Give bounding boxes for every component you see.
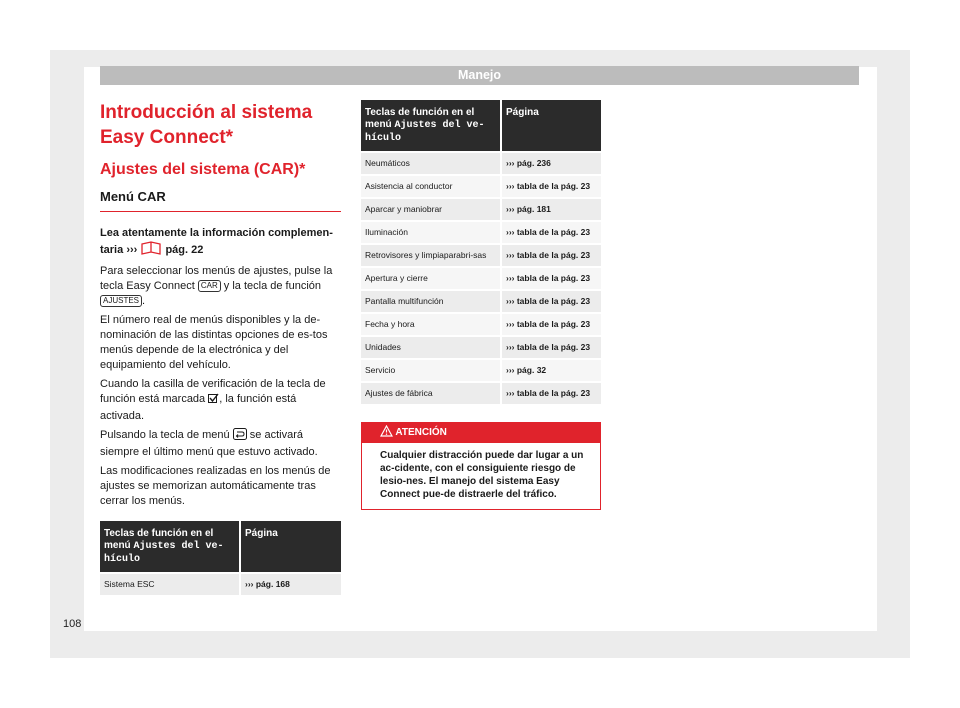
table-header-page: Página — [502, 100, 601, 151]
table-header-row — [100, 521, 341, 572]
menu-key-icon — [233, 428, 247, 445]
paragraph-4: Pulsando la tecla de menú se activará siempre el último menú que estuvo activado. — [100, 429, 318, 458]
paragraph-2: El número real de menús disponibles y la de-nominación de las distintas opciones de es-tos menús depende de la electrónica y del equipamiento del vehículo. — [100, 314, 328, 371]
section-title: Ajustes del sistema (CAR)* — [100, 161, 306, 178]
cross-ref-arrow: ››› — [126, 244, 138, 256]
table-row: Fecha y hora ››› tabla de la pág. 23 — [361, 314, 601, 335]
warning-text: Cualquier distracción puede dar lugar a un ac-cidente, con el consiguiente riesgo de lesio-nes. El manejo del sistema Easy Connect pue-de distraerle del tráfico. — [380, 450, 584, 500]
settings-table-right — [361, 98, 601, 406]
ajustes-key: AJUSTES — [100, 295, 142, 307]
table-header-row — [361, 100, 601, 151]
lead-paragraph: Lea atentamente la información complemen- taria ››› pág. 22 — [100, 226, 341, 260]
table-row: Pantalla multifunción ››› tabla de la pág. 23 — [361, 291, 601, 312]
chapter-title: Introducción al sistema Easy Connect* — [100, 102, 313, 148]
table-row: Sistema ESC ››› pág. 168 — [100, 574, 341, 595]
table-row: Neumáticos ››› pág. 236 — [361, 153, 601, 174]
table-row: Aparcar y maniobrar ››› pág. 181 — [361, 199, 601, 220]
table-row: Ajustes de fábrica ››› tabla de la pág. 23 — [361, 383, 601, 404]
subsection-title: Menú CAR — [100, 188, 341, 212]
warning-box — [361, 422, 601, 510]
paragraph-1: Para seleccionar los menús de ajustes, pulse la tecla Easy Connect CAR y la tecla de función AJUSTES . — [100, 265, 333, 307]
book-icon — [140, 241, 162, 260]
paragraph-5: Las modificaciones realizadas en los menús de ajustes se memorizan automáticamente tras cerrar los menús. — [100, 465, 331, 507]
warning-title: ATENCIÓN — [395, 427, 447, 438]
checkbox-checked-icon — [208, 393, 219, 409]
warning-triangle-icon — [380, 425, 393, 445]
left-column — [100, 100, 341, 597]
section-header: Manejo — [100, 66, 859, 85]
cross-ref-page[interactable]: pág. 22 — [165, 244, 204, 256]
page-number: 108 — [63, 618, 82, 630]
warning-header — [362, 423, 600, 443]
table-header-functions: Teclas de función en el menú Ajustes del ve-hículo — [100, 521, 241, 572]
table-row: Servicio ››› pág. 32 — [361, 360, 601, 381]
car-key: CAR — [198, 280, 221, 292]
settings-table-left — [100, 519, 341, 597]
table-row: Apertura y cierre ››› tabla de la pág. 23 — [361, 268, 601, 289]
table-row: Unidades ››› tabla de la pág. 23 — [361, 337, 601, 358]
right-column — [361, 100, 601, 510]
table-header-page: Página — [241, 521, 341, 572]
table-row: Asistencia al conductor ››› tabla de la pág. 23 — [361, 176, 601, 197]
table-header-functions: Teclas de función en el menú Ajustes del ve-hículo — [361, 100, 502, 151]
paragraph-3: Cuando la casilla de verificación de la tecla de función está marcada , la función está activada. — [100, 378, 326, 422]
table-row: Retrovisores y limpiaparabri-sas ››› tabla de la pág. 23 — [361, 245, 601, 266]
table-row: Iluminación ››› tabla de la pág. 23 — [361, 222, 601, 243]
